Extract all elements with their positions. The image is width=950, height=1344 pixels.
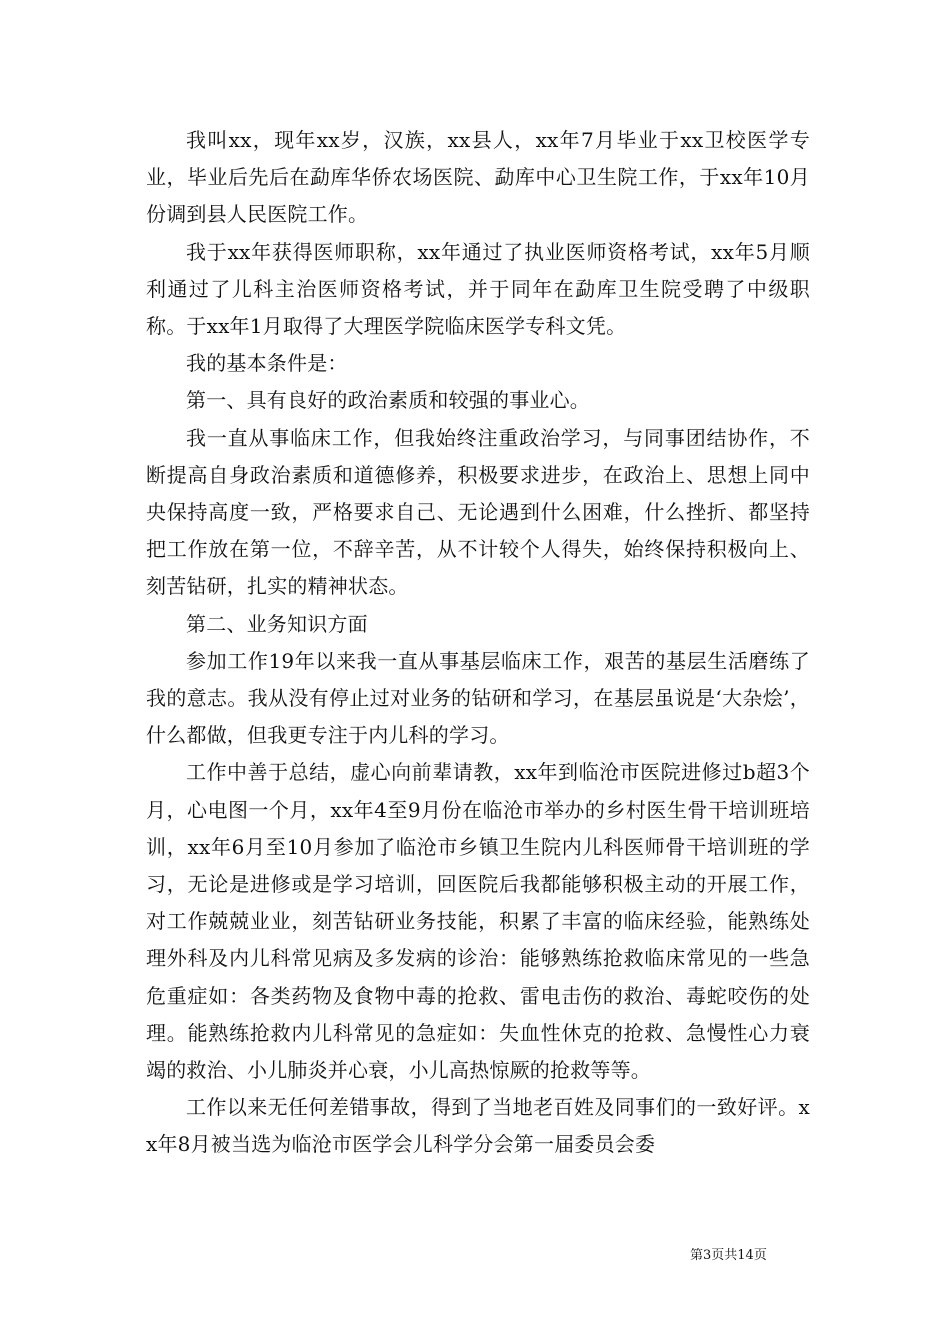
paragraph-recognition: 工作以来无任何差错事故，得到了当地老百姓及同事们的一致好评。xx年8月被当选为临沧市医学会儿科学分会第一届委员会委 <box>146 1095 810 1157</box>
paragraph-qualifications: 我于xx年获得医师职称，xx年通过了执业医师资格考试，xx年5月顺利通过了儿科主治医师资格考试，并于同年在勐库卫生院受聘了中级职称。于xx年1月取得了大理医学院临床医学专科文凭。 <box>146 239 810 339</box>
section-heading-first: 第一、具有良好的政治素质和较强的事业心。 <box>186 388 590 413</box>
section-heading-second: 第二、业务知识方面 <box>186 611 368 636</box>
paragraph-training: 工作中善于总结，虚心向前辈请教，xx年到临沧市医院进修过b超3个月，心电图一个月，xx年4至9月份在临沧市举办的乡村医生骨干培训班培训，xx年6月至10月参加了临沧市乡镇卫生院内儿科医师骨干培训班的学习，无论是进修或是学习培训，回医院后我都能够积极主动的开展工作，对工作兢兢业业，刻苦钻研业务技能，积累了丰富的临床经验，能熟练处理外科及内儿科常见病及多发病的诊治：能够熟练抢救临床常见的一些急危重症如：各类药物及食物中毒的抢救、雷电击伤的救治、毒蛇咬伤的处理。能熟练抢救内儿科常见的急症如：失血性休克的抢救、急慢性心力衰竭的救治、小儿肺炎并心衰，小儿高热惊厥的抢救等等。 <box>146 760 810 1083</box>
paragraph-political-quality: 我一直从事临床工作，但我始终注重政治学习，与同事团结协作，不断提高自身政治素质和道德修养，积极要求进步，在政治上、思想上同中央保持高度一致，严格要求自己、无论遇到什么困难，什么挫折、都坚持把工作放在第一位，不辞辛苦，从不计较个人得失，始终保持积极向上、刻苦钻研，扎实的精神状态。 <box>146 425 810 599</box>
paragraph-work-experience: 参加工作19年以来我一直从事基层临床工作，艰苦的基层生活磨练了我的意志。我从没有停止过对业务的钻研和学习，在基层虽说是‘大杂烩’，什么都做，但我更专注于内儿科的学习。 <box>146 648 810 748</box>
page-number: 第3页共14页 <box>690 1248 767 1263</box>
document-body <box>146 122 810 1164</box>
paragraph-basic-conditions: 我的基本条件是： <box>186 351 348 376</box>
paragraph-intro: 我叫xx，现年xx岁，汉族，xx县人，xx年7月毕业于xx卫校医学专业，毕业后先后在勐库华侨农场医院、勐库中心卫生院工作，于xx年10月份调到县人民医院工作。 <box>146 128 810 227</box>
